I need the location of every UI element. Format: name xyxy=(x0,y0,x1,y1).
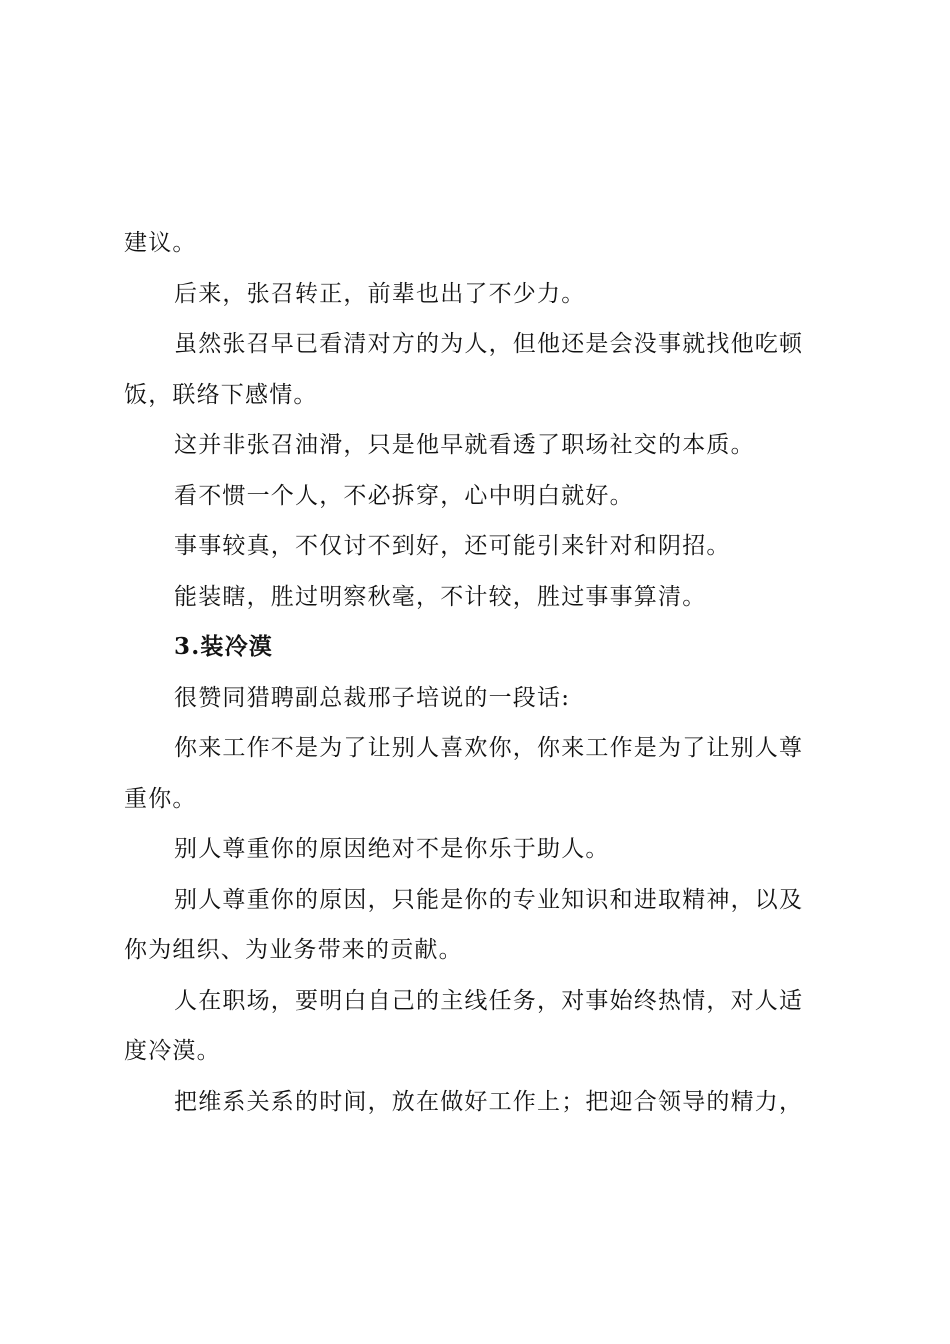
paragraph: 很赞同猎聘副总裁邢子培说的一段话: xyxy=(174,684,571,711)
paragraph: 后来，张召转正，前辈也出了不少力。 xyxy=(174,280,586,307)
paragraph: 别人尊重你的原因，只能是你的专业知识和进取精神，以及你为组织、为业务带来的贡献。 xyxy=(124,886,804,963)
paragraph: 别人尊重你的原因绝对不是你乐于助人。 xyxy=(174,836,610,862)
paragraph: 看不惯一个人，不必拆穿，心中明白就好。 xyxy=(174,482,634,509)
paragraph: 事事较真，不仅讨不到好，还可能引来针对和阴招。 xyxy=(174,533,731,559)
section-heading: 3.装冷漠 xyxy=(174,633,274,660)
paragraph: 这并非张召油滑，只是他早就看透了职场社交的本质。 xyxy=(174,432,755,458)
paragraph: 建议。 xyxy=(124,230,197,256)
paragraph: 你来工作不是为了让别人喜欢你，你来工作是为了让别人尊重你。 xyxy=(124,735,804,812)
paragraph: 把维系关系的时间，放在做好工作上；把迎合领导的精力， xyxy=(174,1088,804,1115)
document-body xyxy=(124,218,824,1127)
paragraph: 能装瞎，胜过明察秋毫，不计较，胜过事事算清。 xyxy=(174,583,707,610)
paragraph: 人在职场，要明白自己的主线任务，对事始终热情，对人适度冷漠。 xyxy=(124,987,804,1064)
paragraph: 虽然张召早已看清对方的为人，但他还是会没事就找他吃顿饭，联络下感情。 xyxy=(124,331,804,408)
